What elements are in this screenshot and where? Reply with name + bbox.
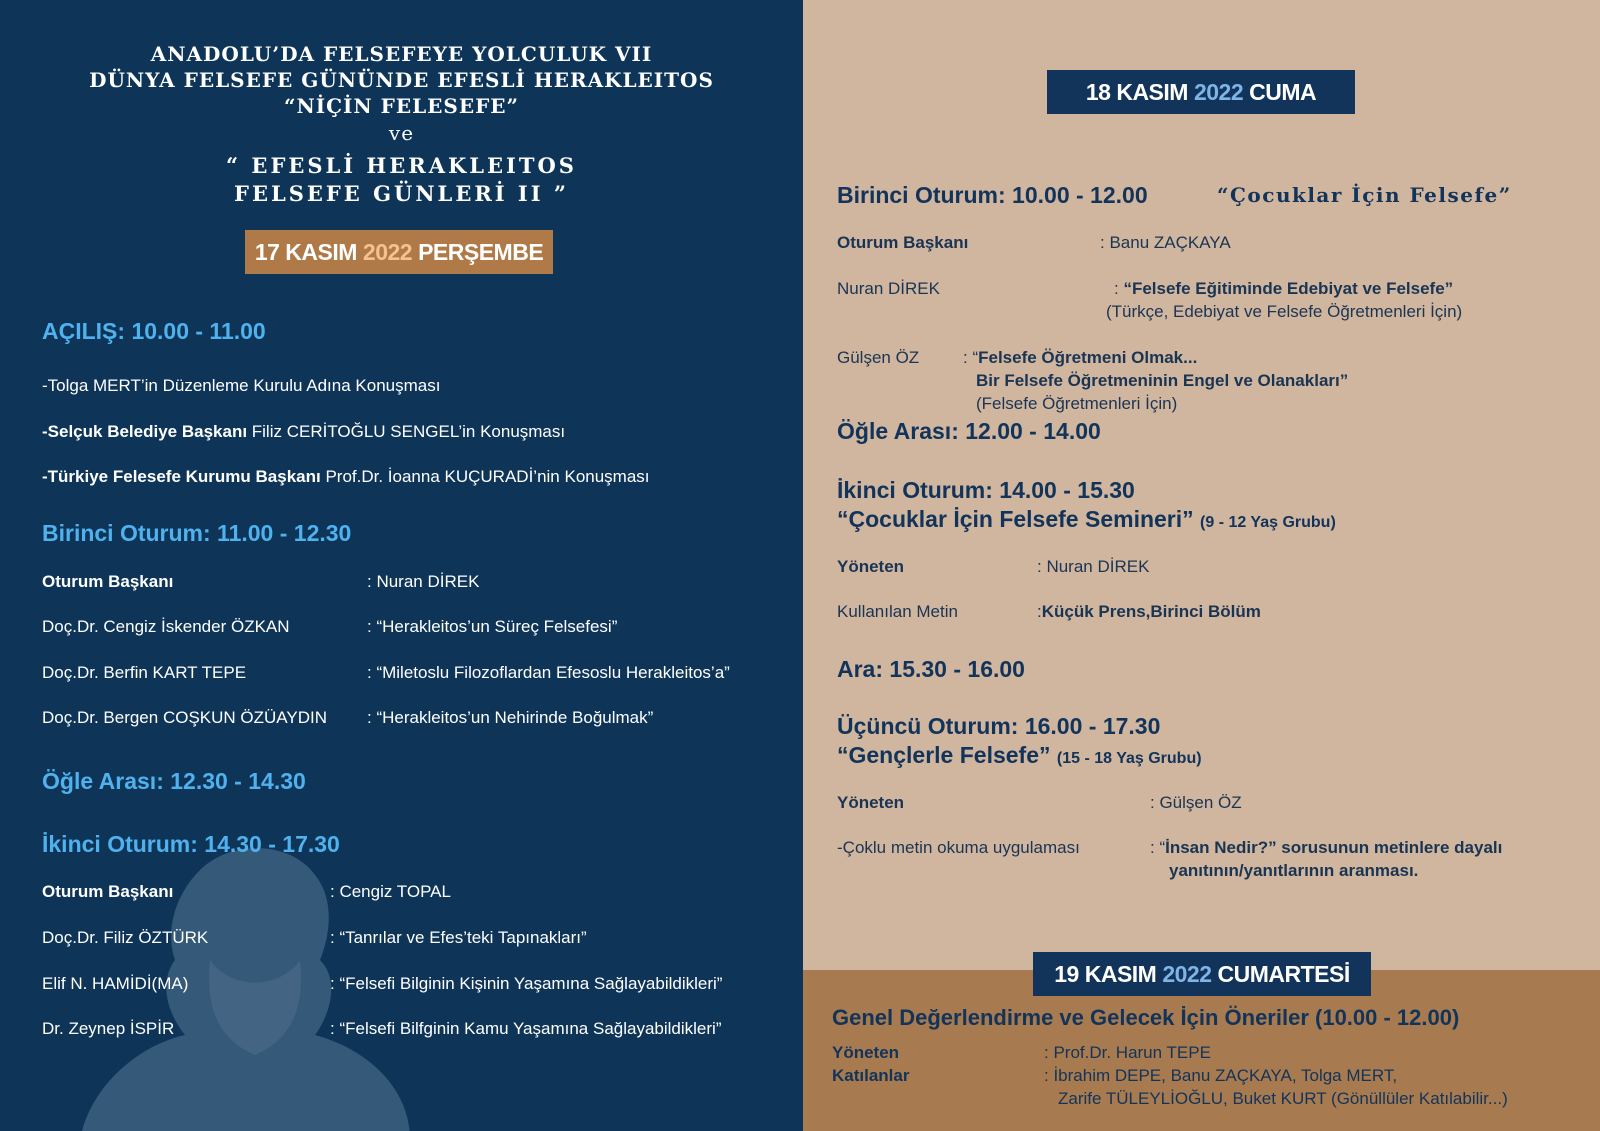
talk-topic: : “Felsefi Bilginin Kişinin Yaşamına Sağlayabildikleri” bbox=[330, 974, 723, 993]
day2-session3-activity-line1: : “İnsan Nedir?” sorusunun metinlere dayalı bbox=[1150, 838, 1503, 857]
day2-talk2-topic-line1: : “Felsefe Öğretmeni Olmak... bbox=[963, 348, 1198, 367]
talk-speaker: Doç.Dr. Cengiz İskender ÖZKAN bbox=[42, 617, 290, 636]
opening-item-name: Filiz CERİTOĞLU SENGEL’in Konuşması bbox=[247, 422, 566, 441]
day2-session3-activity-line2: yanıtının/yanıtlarının aranması. bbox=[1169, 861, 1419, 880]
date-weekday: CUMA bbox=[1249, 78, 1317, 105]
day2-session3-lead-label: Yöneten bbox=[837, 793, 905, 812]
day2-talk2-speaker: Gülşen ÖZ bbox=[837, 348, 920, 367]
day2-session1-title: Birinci Oturum: 10.00 - 12.00 bbox=[837, 182, 1148, 208]
session2-chair-label: Oturum Başkanı bbox=[42, 882, 174, 901]
opening-title: AÇILIŞ: 10.00 - 11.00 bbox=[42, 318, 266, 344]
talk-topic: : “Felsefi Bilfginin Kamu Yaşamına Sağlayabildikleri” bbox=[330, 1019, 722, 1038]
date-badge-day2 bbox=[1047, 70, 1355, 114]
header-line-4: ve bbox=[388, 121, 415, 145]
day2-session3-subtitle: “Gençlerle Felsefe” (15 - 18 Yaş Grubu) bbox=[837, 742, 1202, 768]
date-weekday: CUMARTESİ bbox=[1217, 960, 1350, 987]
talk-topic: : “Tanrılar ve Efes’teki Tapınakları” bbox=[330, 928, 587, 947]
session1-chair-label: Oturum Başkanı bbox=[42, 572, 174, 591]
right-panel bbox=[803, 0, 1600, 1131]
day2-talk1-speaker: Nuran DİREK bbox=[837, 279, 940, 298]
date-badge-day3 bbox=[1033, 952, 1371, 996]
day3-title: Genel Değerlendirme ve Gelecek İçin Öneriler (10.00 - 12.00) bbox=[832, 1005, 1460, 1030]
day2-chair-label: Oturum Başkanı bbox=[837, 233, 969, 252]
opening-item-text: -Tolga MERT’in Düzenleme Kurulu Adına Konuşması bbox=[42, 376, 441, 395]
talk-topic: : “Herakleitos’un Nehirinde Boğulmak” bbox=[367, 708, 654, 727]
date-day: 17 KASIM bbox=[254, 238, 357, 265]
date-badge-day1 bbox=[245, 230, 553, 274]
opening-item-role: -Türkiye Felesefe Kurumu Başkanı bbox=[42, 467, 321, 486]
day2-talk2-note: (Felsefe Öğretmenleri İçin) bbox=[976, 394, 1178, 413]
header-line-2: DÜNYA FELSEFE GÜNÜNDE EFESLİ HERAKLEITOS bbox=[89, 68, 714, 92]
header-line-1: ANADOLU’DA FELSEFEYE YOLCULUK VII bbox=[150, 42, 653, 66]
day2-break-title: Ara: 15.30 - 16.00 bbox=[837, 656, 1025, 682]
day2-session2-text-value: :Küçük Prens,Birinci Bölüm bbox=[1037, 602, 1261, 621]
day2-session3-title: Üçüncü Oturum: 16.00 - 17.30 bbox=[837, 713, 1161, 739]
day2-lunch-title: Öğle Arası: 12.00 - 14.00 bbox=[837, 418, 1101, 444]
date-weekday: PERŞEMBE bbox=[418, 238, 544, 265]
day3-participants-line2: Zarife TÜLEYLİOĞLU, Buket KURT (Gönüllüler Katılabilir...) bbox=[1058, 1089, 1508, 1108]
day2-session2-subtitle: “Çocuklar İçin Felsefe Semineri” (9 - 12 Yaş Grubu) bbox=[837, 506, 1336, 532]
session1-title: Birinci Oturum: 11.00 - 12.30 bbox=[42, 520, 352, 546]
day3-lead-label: Yöneten bbox=[832, 1043, 900, 1062]
day2-session2-lead-value: : Nuran DİREK bbox=[1037, 557, 1150, 576]
day3-participants-line1: : İbrahim DEPE, Banu ZAÇKAYA, Tolga MERT, bbox=[1044, 1066, 1398, 1085]
date-year: 2022 bbox=[362, 238, 413, 265]
session2-title: İkinci Oturum: 14.30 - 17.30 bbox=[42, 831, 340, 857]
talk-speaker: Doç.Dr. Bergen COŞKUN ÖZÜAYDIN bbox=[42, 708, 327, 727]
talk-speaker: Elif N. HAMİDİ(MA) bbox=[42, 974, 189, 993]
day2-session1-theme: “Çocuklar İçin Felsefe” bbox=[1217, 183, 1512, 207]
header-line-6: FELSEFE GÜNLERİ II ” bbox=[234, 181, 569, 206]
talk-speaker: Dr. Zeynep İSPİR bbox=[42, 1019, 175, 1038]
opening-item-role: -Selçuk Belediye Başkanı bbox=[42, 422, 248, 441]
lunch-break-title: Öğle Arası: 12.30 - 14.30 bbox=[42, 768, 306, 794]
day2-chair-value: : Banu ZAÇKAYA bbox=[1100, 233, 1231, 252]
date-day: 19 KASIM bbox=[1054, 960, 1157, 987]
date-day: 18 KASIM bbox=[1085, 78, 1188, 105]
opening-item bbox=[42, 467, 650, 487]
opening-item bbox=[42, 422, 565, 442]
day2-session2-text-label: Kullanılan Metin bbox=[837, 602, 958, 621]
day2-talk1-note: (Türkçe, Edebiyat ve Felsefe Öğretmenleri İçin) bbox=[1106, 302, 1463, 321]
day2-session3-activity-label: -Çoklu metin okuma uygulaması bbox=[837, 838, 1080, 857]
day2-talk1-topic: : “Felsefe Eğitiminde Edebiyat ve Felsefe” bbox=[1114, 279, 1454, 298]
day3-participants-label: Katılanlar bbox=[832, 1066, 910, 1085]
session2-chair-value: : Cengiz TOPAL bbox=[330, 882, 451, 901]
day2-session3-lead-value: : Gülşen ÖZ bbox=[1150, 793, 1242, 812]
day2-session2-title: İkinci Oturum: 14.00 - 15.30 bbox=[837, 477, 1135, 503]
day3-lead-value: : Prof.Dr. Harun TEPE bbox=[1044, 1043, 1211, 1062]
talk-topic: : “Miletoslu Filozoflardan Efesoslu Herakleitos’a” bbox=[367, 663, 730, 682]
day2-session2-lead-label: Yöneten bbox=[837, 557, 905, 576]
date-year: 2022 bbox=[1193, 78, 1244, 105]
talk-speaker: Doç.Dr. Berfin KART TEPE bbox=[42, 663, 247, 682]
date-year: 2022 bbox=[1162, 960, 1212, 987]
talk-topic: : “Herakleitos’un Süreç Felsefesi” bbox=[367, 617, 618, 636]
talk-speaker: Doç.Dr. Filiz ÖZTÜRK bbox=[42, 928, 209, 947]
opening-item-name: Prof.Dr. İoanna KUÇURADİ’nin Konuşması bbox=[320, 467, 650, 486]
opening-item bbox=[42, 376, 440, 396]
day2-talk2-topic-line2: Bir Felsefe Öğretmeninin Engel ve Olanakları” bbox=[976, 371, 1349, 390]
session1-chair-value: : Nuran DİREK bbox=[367, 572, 480, 591]
header-line-3: “NİÇİN FELESEFE” bbox=[283, 94, 520, 118]
header-line-5: “ EFESLİ HERAKLEITOS bbox=[226, 153, 577, 178]
